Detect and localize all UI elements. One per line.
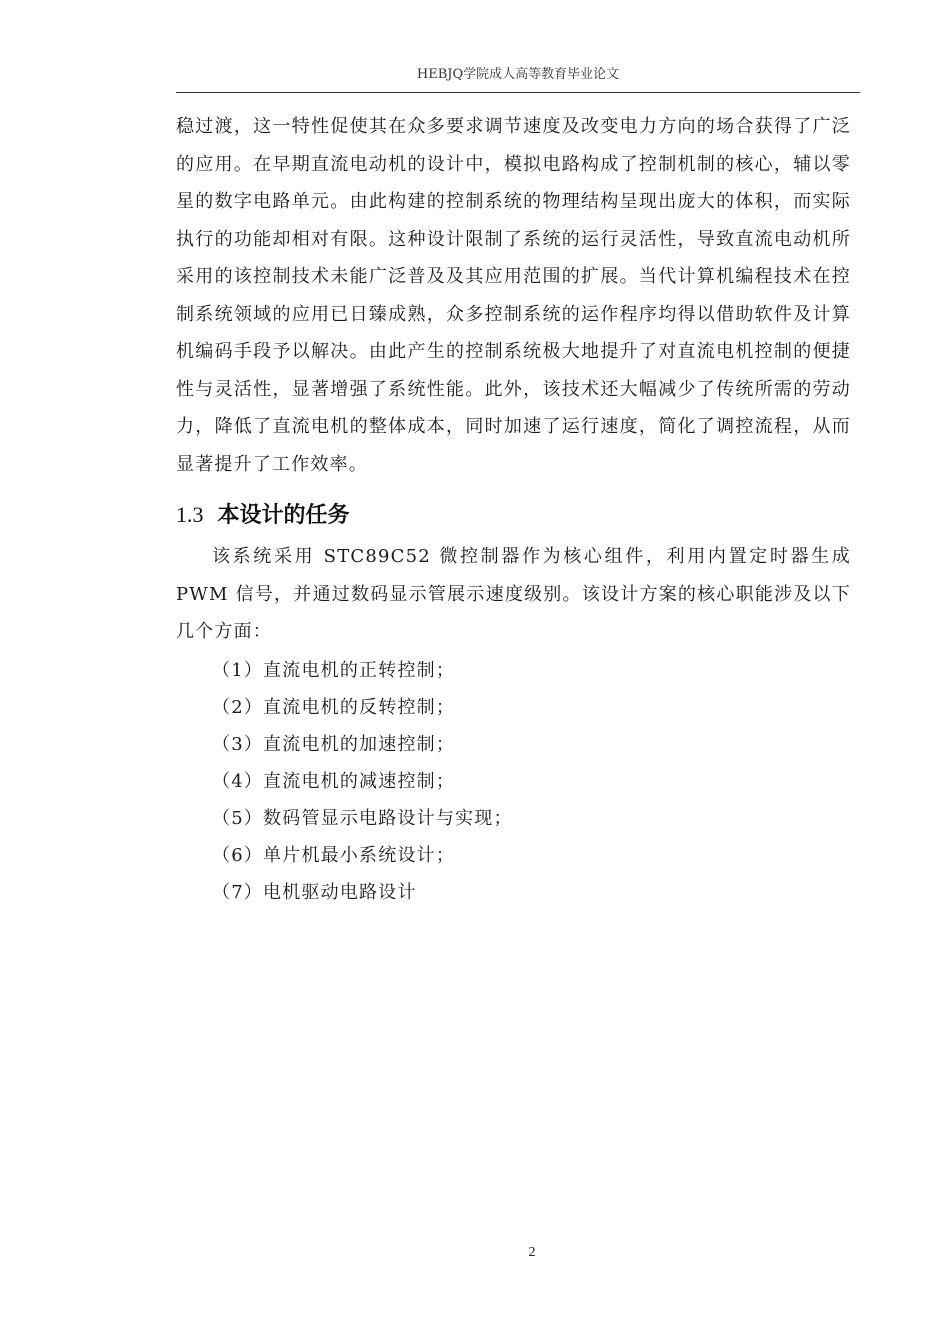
list-item: （4）直流电机的减速控制； xyxy=(212,771,456,792)
list-item: （3）直流电机的加速控制； xyxy=(212,734,456,755)
list-item: （7）电机驱动电路设计 xyxy=(212,882,417,903)
list-item: （1）直流电机的正转控制； xyxy=(212,660,456,681)
page-header xyxy=(176,64,860,93)
section-title: 本设计的任务 xyxy=(217,503,350,528)
header-title: HEBJQ学院成人高等教育毕业论文 xyxy=(416,67,620,82)
list-item: （6）单片机最小系统设计； xyxy=(212,845,456,866)
section-heading xyxy=(176,497,350,534)
task-list xyxy=(212,652,513,911)
section-number: 1.3 xyxy=(176,502,204,527)
section-intro: 该系统采用 STC89C52 微控制器作为核心组件，利用内置定时器生成 PWM 信号，并通过数码显示管展示速度级别。该设计方案的核心职能涉及以下几个方面： xyxy=(176,546,851,642)
list-item: （5）数码管显示电路设计与实现； xyxy=(212,808,513,829)
paragraph-text: 稳过渡，这一特性促使其在众多要求调节速度及改变电力方向的场合获得了广泛的应用。在早期直流电动机的设计中，模拟电路构成了控制机制的核心，辅以零星的数字电路单元。由此构建的控制系统的物理结构呈现出庞大的体积，而实际执行的功能却相对有限。这种设计限制了系统的运行灵活性，导致直流电动机所采用的该控制技术未能广泛普及及其应用范围的扩展。当代计算机编程技术在控制系统领域的应用已日臻成熟，众多控制系统的运作程序均得以借助软件及计算机编码手段予以解决。由此产生的控制系统极大地提升了对直流电机控制的便捷性与灵活性，显著增强了系统性能。此外，该技术还大幅减少了传统所需的劳动力，降低了直流电机的整体成本，同时加速了运行速度，简化了调控流程，从而显著提升了工作效率。 xyxy=(176,116,851,475)
page-number: 2 xyxy=(528,1245,536,1260)
list-item: （2）直流电机的反转控制； xyxy=(212,697,456,718)
body-paragraph xyxy=(176,108,851,483)
